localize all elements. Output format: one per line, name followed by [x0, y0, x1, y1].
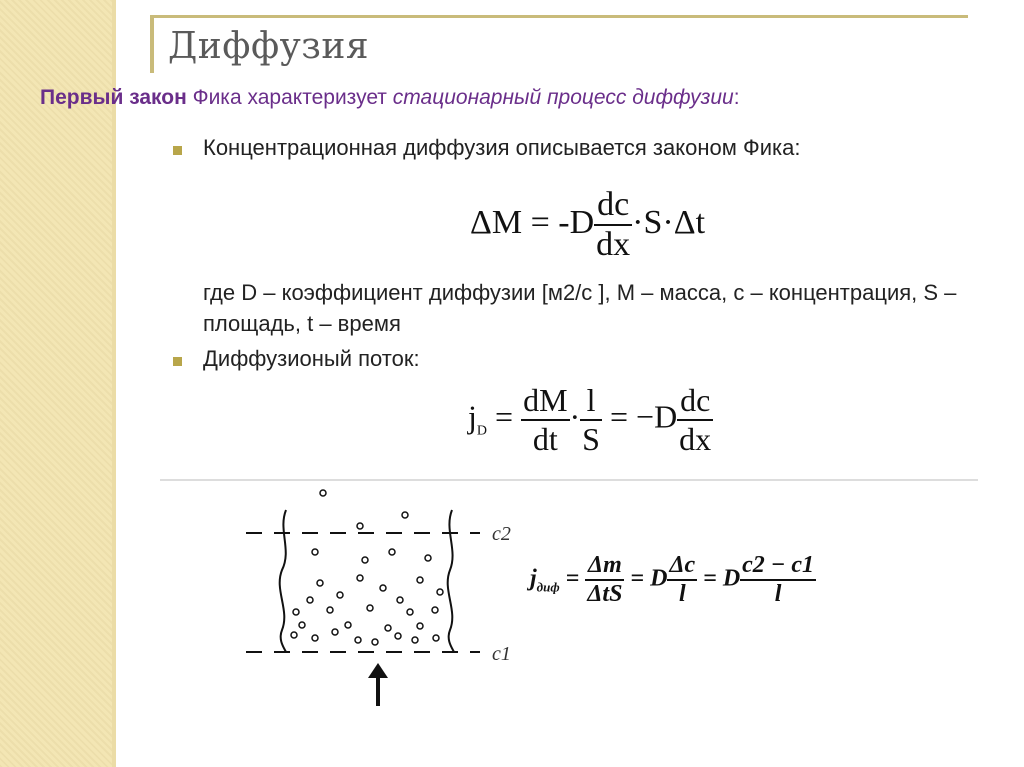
- formula3-num2: Δc: [667, 552, 697, 581]
- formula1-den: dx: [596, 226, 631, 263]
- formula3-num3: c2 − c1: [740, 552, 816, 581]
- intro-line: [40, 86, 740, 110]
- formula3-j: j: [530, 565, 537, 592]
- intro-text: Фика характеризует: [186, 86, 393, 109]
- diffusion-diagram: [230, 480, 530, 710]
- decorative-side-band: [0, 0, 112, 767]
- title-bracket-horizontal: [150, 15, 968, 18]
- formula3-num1: Δm: [585, 552, 624, 581]
- formula2-mid: = −D: [601, 398, 678, 435]
- formula-diffusion-flux-discrete: [530, 552, 816, 608]
- intro-colon: :: [733, 86, 740, 109]
- side-band-edge: [112, 0, 116, 767]
- formula2-eq: =: [487, 398, 522, 435]
- formula2-den1: dt: [532, 421, 558, 457]
- left-wall: [280, 510, 286, 652]
- formula1-lhs: ΔM = -D: [470, 203, 595, 241]
- label-c2: c2: [492, 523, 511, 545]
- formula2-j: j: [468, 398, 477, 435]
- formula2-den2: S: [582, 421, 600, 457]
- definitions-note: где D – коэффициент диффузии [м2/с ], М – масса, с – концентрация, S – площадь, t – время: [203, 280, 957, 336]
- formula2-num2: l: [580, 382, 602, 421]
- formula3-den1: ΔtS: [587, 581, 623, 607]
- particles: [291, 490, 443, 645]
- slide-title: Диффузия: [168, 26, 370, 67]
- formula3-eq: =: [559, 565, 586, 592]
- bullet-text-2: Диффузионый поток:: [203, 346, 420, 371]
- formula1-rhs: ·S·Δt: [632, 203, 706, 241]
- intro-italic: стационарный процесс диффузии: [392, 86, 734, 109]
- formula-fick-law: [470, 186, 705, 264]
- label-c1: c1: [492, 643, 511, 665]
- bullet-marker-2: [173, 357, 182, 366]
- formula-diffusion-flux: [468, 382, 713, 458]
- formula3-den3: l: [774, 581, 782, 607]
- intro-bold: Первый закон: [40, 86, 187, 109]
- formula3-sub: диф: [536, 579, 560, 595]
- formula1-num: dc: [594, 186, 632, 226]
- formula2-num3: dc: [677, 382, 713, 421]
- bullet-marker-1: [173, 146, 182, 155]
- right-wall: [448, 510, 454, 652]
- formula2-sub: D: [476, 423, 488, 439]
- formula2-dot: ·: [569, 398, 581, 435]
- formula3-eq2: = D: [624, 565, 668, 592]
- bullet-text-1: Концентрационная диффузия описывается законом Фика:: [203, 135, 801, 160]
- formula3-eq3: = D: [697, 565, 741, 592]
- flux-arrow-head: [368, 663, 388, 678]
- formula2-num1: dM: [521, 382, 569, 421]
- formula3-den2: l: [678, 581, 686, 607]
- formula2-den3: dx: [679, 421, 712, 457]
- title-bracket-vertical: [150, 15, 154, 73]
